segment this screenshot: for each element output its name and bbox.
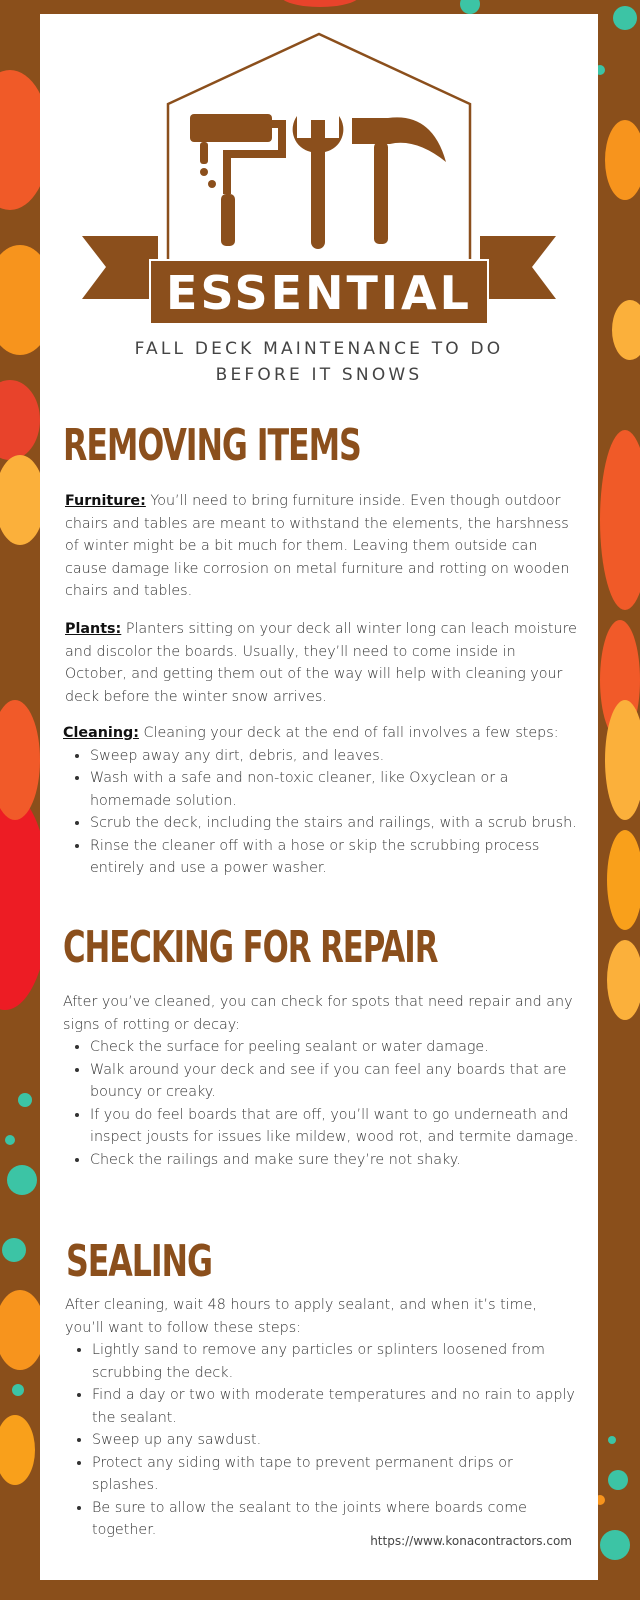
repair-block xyxy=(63,991,579,1171)
dot-shape xyxy=(608,1470,628,1490)
dot-shape xyxy=(18,1093,32,1107)
furniture-paragraph xyxy=(65,490,577,603)
repair-list xyxy=(63,1036,579,1171)
dot-shape xyxy=(600,1530,630,1560)
list-item: • Rinse the cleaner off with a hose or skip the scrubbing process entirely and use a power washer. xyxy=(90,835,579,880)
cleaning-block xyxy=(63,722,579,880)
subtitle-line-1: FALL DECK MAINTENANCE TO DO xyxy=(134,339,504,359)
ribbon-left xyxy=(82,236,158,299)
furniture-label: Furniture: xyxy=(65,493,146,509)
dot-shape xyxy=(7,1165,37,1195)
list-item: • Sweep up any sawdust. xyxy=(92,1429,579,1452)
list-item: • Check the railings and make sure they’re not shaky. xyxy=(90,1149,579,1172)
list-item: • Lightly sand to remove any particles or splinters loosened from scrubbing the deck. xyxy=(92,1339,579,1384)
dot-shape xyxy=(608,1436,616,1444)
list-item: • If you do feel boards that are off, you’ll want to go underneath and inspect jousts for issues like mildew, wood rot, and termite damage. xyxy=(90,1104,579,1149)
essential-logo xyxy=(40,14,598,334)
banner-text: ESSENTIAL xyxy=(166,266,472,320)
sealing-list xyxy=(65,1339,579,1542)
subtitle xyxy=(40,336,598,388)
plants-label: Plants: xyxy=(65,621,122,637)
list-item: • Sweep away any dirt, debris, and leaves. xyxy=(90,745,579,768)
list-item: • Walk around your deck and see if you can feel any boards that are bouncy or creaky. xyxy=(90,1059,579,1104)
plants-text: Planters sitting on your deck all winter long can leach moisture and discolor the boards. Usually, they’ll need to come inside in October, and getting them out of the way will help with cleaning your deck before the winter snow arrives. xyxy=(65,621,577,705)
wrench-icon xyxy=(293,116,344,249)
dot-shape xyxy=(5,1135,15,1145)
list-item: • Protect any siding with tape to prevent permanent drips or splashes. xyxy=(92,1452,579,1497)
section-title-removing-items: REMOVING ITEMS xyxy=(63,420,361,471)
sealing-intro: After cleaning, wait 48 hours to apply sealant, and when it’s time, you’ll want to follow these steps: xyxy=(65,1297,537,1336)
paint-roller-icon xyxy=(190,114,282,246)
plants-paragraph xyxy=(65,618,577,708)
list-item: • Find a day or two with moderate temperatures and no rain to apply the sealant. xyxy=(92,1384,579,1429)
subtitle-line-2: BEFORE IT SNOWS xyxy=(215,365,423,385)
section-title-checking-for-repair: CHECKING FOR REPAIR xyxy=(63,922,438,973)
dot-shape xyxy=(2,1238,26,1262)
list-item: • Check the surface for peeling sealant or water damage. xyxy=(90,1036,579,1059)
list-item: • Scrub the deck, including the stairs and railings, with a scrub brush. xyxy=(90,812,579,835)
furniture-text: You’ll need to bring furniture inside. Even though outdoor chairs and tables are meant to withstand the elements, the harshness of winter might be a bit much for them. Leaving them outside can cause damage like corrosion on metal furniture and rotting on wooden chairs and tables. xyxy=(65,493,570,599)
list-item: • Wash with a safe and non-toxic cleaner, like Oxyclean or a homemade solution. xyxy=(90,767,579,812)
cleaning-label: Cleaning: xyxy=(63,725,139,741)
section-title-sealing: SEALING xyxy=(66,1236,212,1287)
source-url[interactable]: https://www.konacontractors.com xyxy=(370,1534,572,1548)
sealing-block xyxy=(65,1294,579,1542)
hammer-icon xyxy=(352,117,446,244)
dot-shape xyxy=(613,6,637,30)
cleaning-text: Cleaning your deck at the end of fall involves a few steps: xyxy=(138,725,559,741)
list-item: • Be sure to allow the sealant to the joints where boards come together. xyxy=(92,1497,579,1542)
repair-intro: After you’ve cleaned, you can check for spots that need repair and any signs of rotting or decay: xyxy=(63,994,573,1033)
ribbon-right xyxy=(480,236,556,299)
dot-shape xyxy=(12,1384,24,1396)
cleaning-list xyxy=(63,745,579,880)
cleaning-intro xyxy=(63,722,579,745)
